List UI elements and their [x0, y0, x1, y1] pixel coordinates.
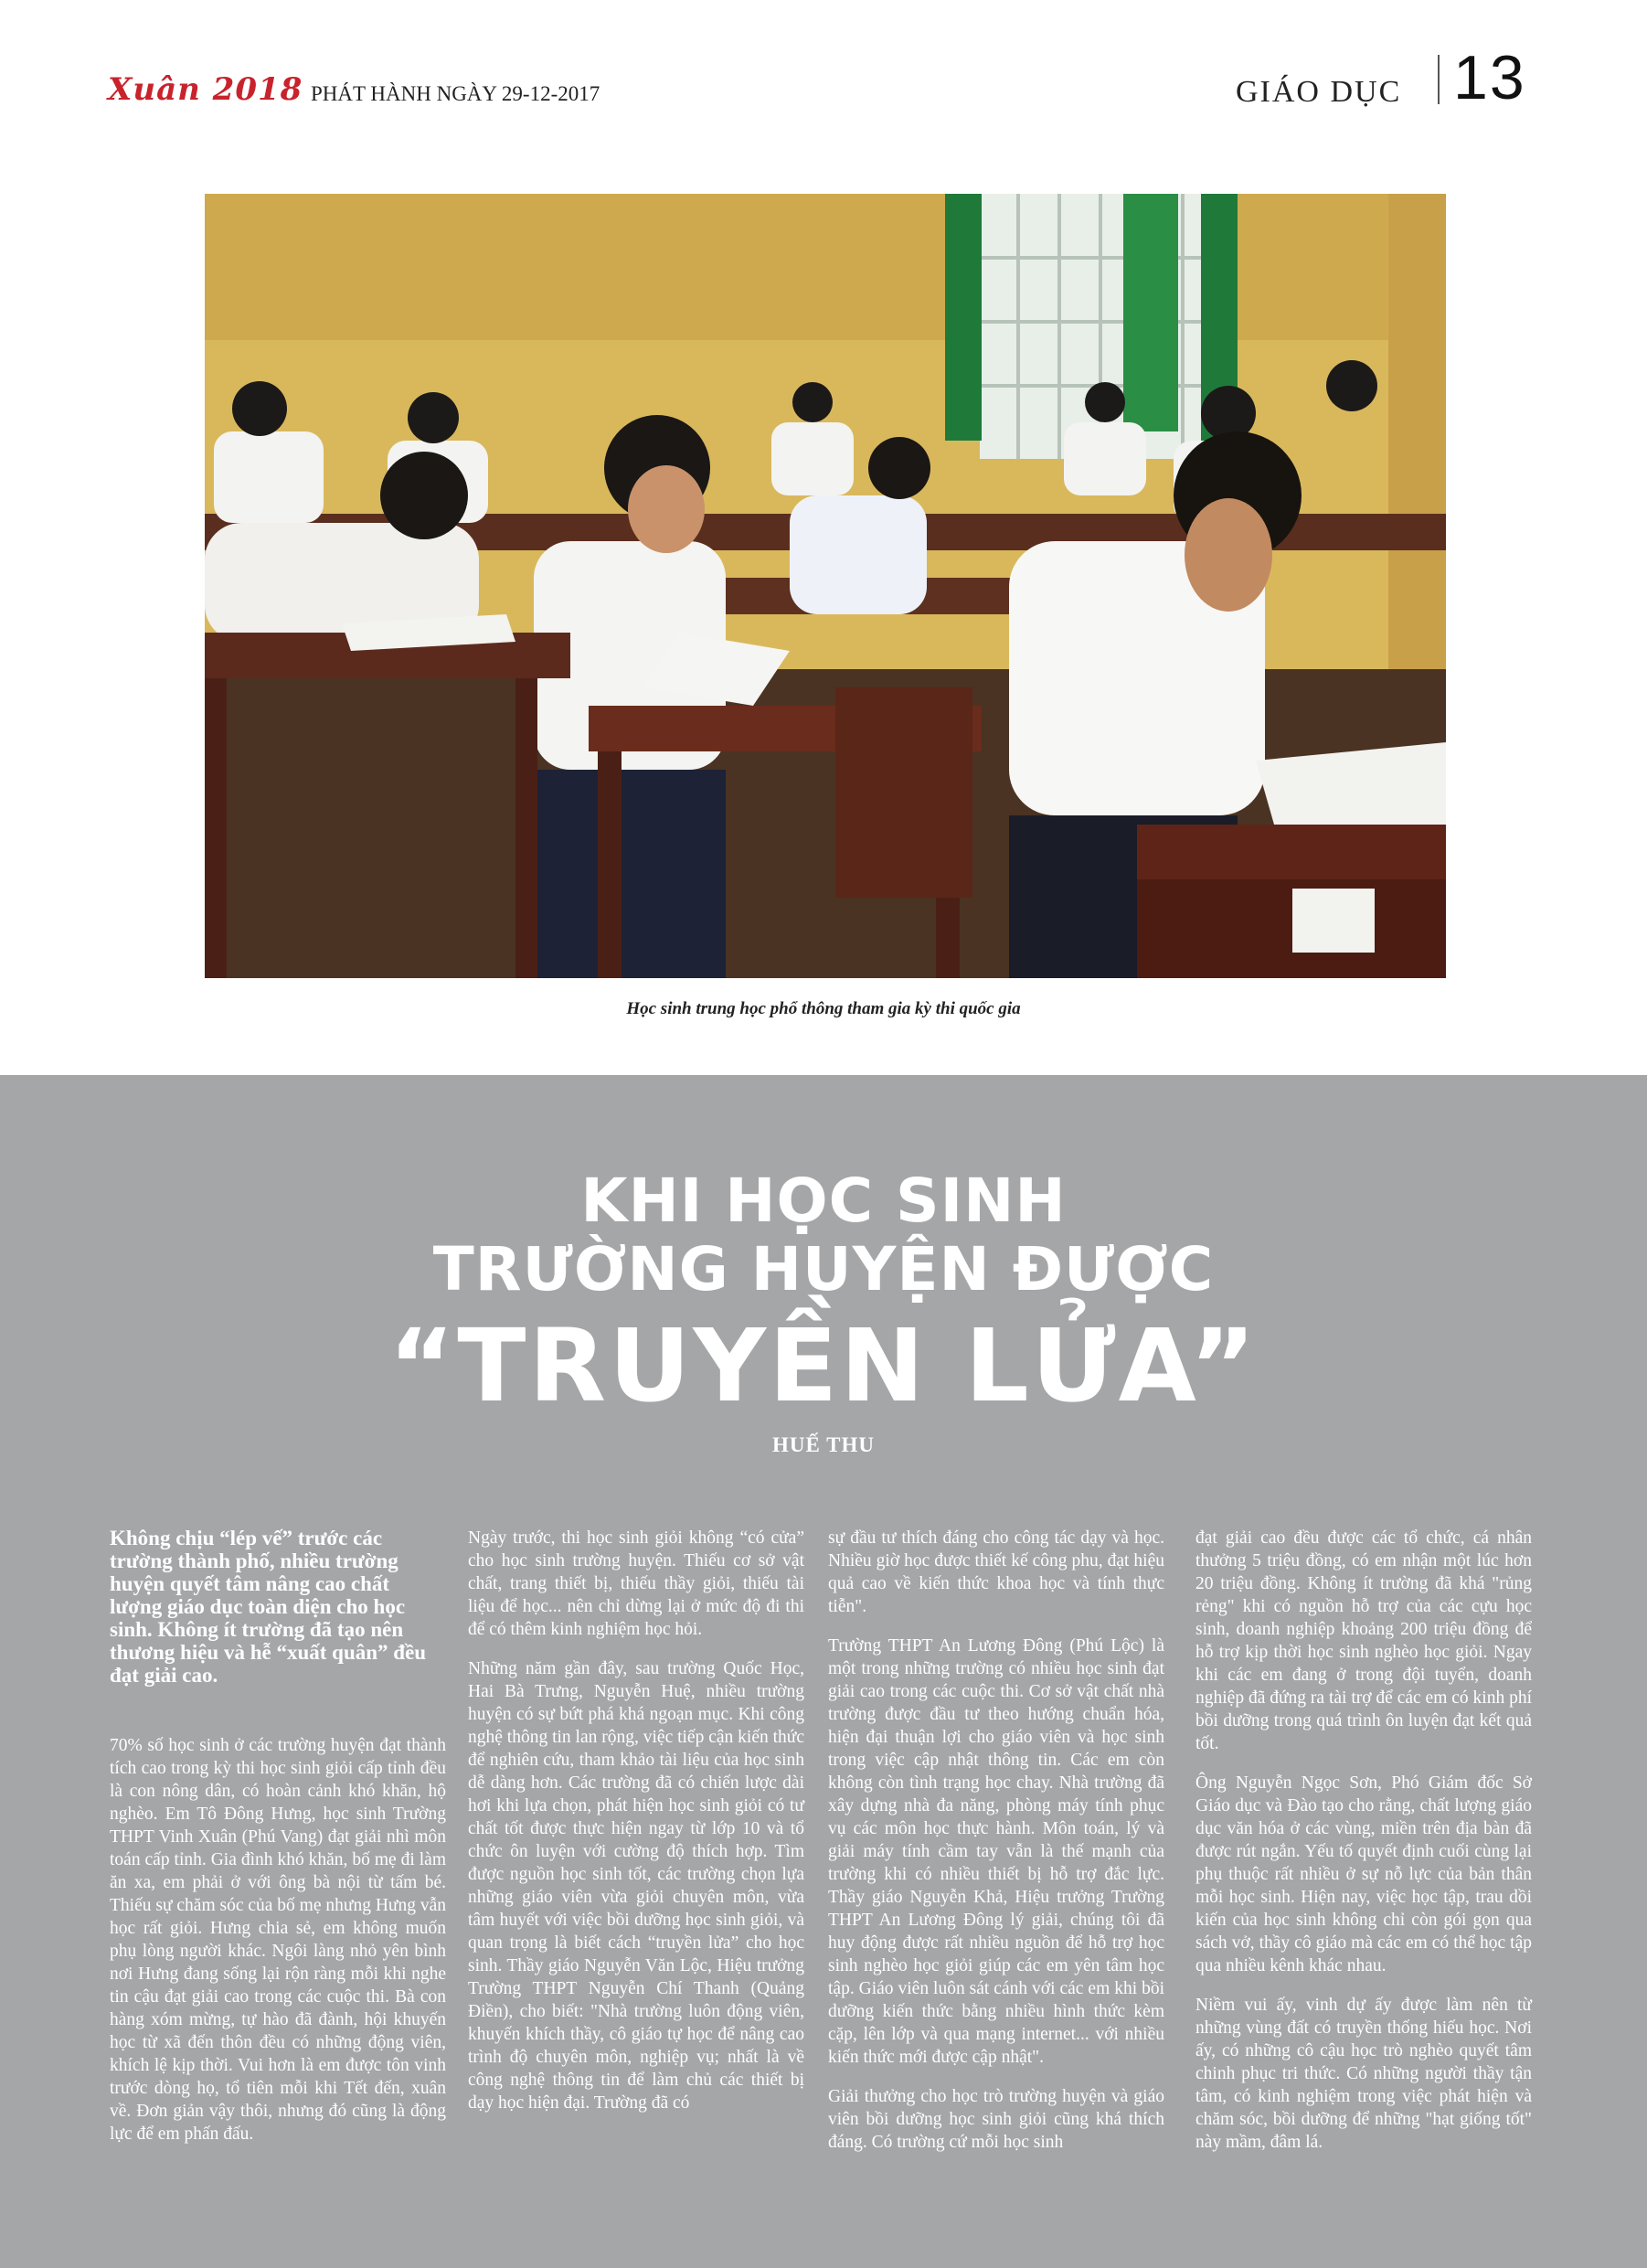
release-date: PHÁT HÀNH NGÀY 29-12-2017 — [311, 82, 600, 105]
page-number: 13 — [1453, 43, 1526, 112]
section-label: GIÁO DỤC — [1236, 75, 1402, 109]
page-header — [0, 0, 1647, 146]
article-paragraph: Ông Nguyễn Ngọc Sơn, Phó Giám đốc Sở Giáo dục và Đào tạo cho rằng, chất lượng giáo dục văn hóa ở các vùng, miền trên địa bàn đã được rút ngắn. Yếu tố quyết định cuối cùng lại phụ thuộc rất nhiều ở sự nỗ lực của bản thân mỗi học sinh. Hiện nay, việc học tập, trau dồi kiến của học sinh không chỉ còn gói gọn qua sách vở, thầy cô giáo mà các em có thể học tập qua nhiều kênh khác nhau. — [1195, 1773, 1532, 1975]
article-column-4 — [1195, 1527, 1532, 2170]
photo-caption: Học sinh trung học phổ thông tham gia kỳ thi quốc gia — [626, 999, 1021, 1018]
article-paragraph: Giải thưởng cho học trò trường huyện và giáo viên bồi dưỡng học sinh giỏi cũng khá thích đáng. Có trường cứ mỗi học sinh — [828, 2087, 1164, 2152]
article-paragraph: đạt giải cao đều được các tổ chức, cá nhân thưởng 5 triệu đồng, có em nhận một lúc hơn 20 triệu đồng. Không ít trường đã khá "rủng rẻng" khi có nguồn hỗ trợ của các cựu học sinh, doanh nghiệp khoảng 200 triệu đồng để hỗ trợ kịp thời học sinh nghèo học giỏi. Ngay khi các em đang ở trong đội tuyển, doanh nghiệp đã đứng ra tài trợ để các em có kinh phí bồi dưỡng trong quá trình ôn luyện đạt kết quả tốt. — [1195, 1528, 1532, 1753]
article-column-2 — [468, 1527, 804, 2131]
article-paragraph: Những năm gần đây, sau trường Quốc Học, Hai Bà Trưng, Nguyễn Huệ, nhiều trường huyện có sự bứt phá khá ngoạn mục. Khi công nghệ thông tin lan rộng, việc tiếp cận kiến thức để nghiên cứu, tham khảo tài liệu của học sinh dễ dàng hơn. Các trường đã có chiến lược dài hơi khi lựa chọn, phát hiện học sinh giỏi có tư chất tốt được thực hiện ngay từ lớp 10 và tổ chức ôn luyện với cường độ thích hợp. Tìm được nguồn học sinh tốt, các trường chọn lựa những giáo viên vừa giỏi chuyên môn, vừa tâm huyết với việc bồi dưỡng học sinh giỏi, và quan trọng là biết cách “truyền lửa” cho học sinh. Thầy giáo Nguyễn Văn Lộc, Hiệu trưởng Trường THPT Nguyễn Chí Thanh (Quảng Điền), cho biết: "Nhà trường luôn động viên, khuyến khích thầy, cô giáo tự học để nâng cao trình độ chuyên môn, nghiệp vụ; nhất là về công nghệ thông tin để làm chủ các thiết bị dạy học hiện đại. Trường đã có — [468, 1659, 804, 2113]
article-author: HUẾ THU — [771, 1433, 876, 1456]
article-title-line-3: “TRUYỀN LỬA” — [388, 1307, 1259, 1424]
article-paragraph: 70% số học sinh ở các trường huyện đạt thành tích cao trong kỳ thi học sinh giỏi cấp tỉnh đều là con nông dân, có hoàn cảnh khó khăn, hộ nghèo. Em Tô Đông Hưng, học sinh Trường THPT Vinh Xuân (Phú Vang) đạt giải nhì môn toán cấp tỉnh. Gia đình khó khăn, bố mẹ đi làm ăn xa, em phải ở với ông bà nội từ tấm bé. Thiếu sự chăm sóc của bố mẹ nhưng Hưng vẫn học rất giỏi. Hưng chia sẻ, em không muốn phụ lòng người khác. Ngôi làng nhỏ yên bình nơi Hưng đang sống lại rộn ràng mỗi khi nghe tin cậu đạt giải cao trong các cuộc thi. Bà con hàng xóm mừng, tự hào đã đành, hội khuyến học từ xã đến thôn đều có những động viên, khích lệ kịp thời. Vui hơn là em được tôn vinh trước dòng họ, tổ tiên mỗi khi Tết đến, xuân về. Đơn giản vậy thôi, nhưng đó cũng là động lực để em phấn đấu. — [110, 1736, 446, 2144]
article-lead: Không chịu “lép vế” trước các trường thành phố, nhiều trường huyện quyết tâm nâng cao chất lượng giáo dục toàn diện cho học sinh. Không ít trường đã tạo nên thương hiệu và hễ “xuất quân” đều đạt giải cao. — [110, 1527, 427, 1687]
classroom-photo — [205, 194, 1446, 978]
article-title-line-1: KHI HỌC SINH — [580, 1166, 1067, 1236]
article-paragraph: Trường THPT An Lương Đông (Phú Lộc) là một trong những trường có nhiều học sinh đạt giải cao trong các cuộc thi. Cơ sở vật chất nhà trường được đầu tư theo hướng chuẩn hóa, hiện đại thuận lợi cho giáo viên và học sinh trong việc cập nhật thông tin. Các em còn không còn tình trạng học chay. Nhà trường đã xây dựng nhà đa năng, phòng máy tính phục vụ các môn học thực hành. Môn toán, lý và giải máy tính cầm tay vẫn là thế mạnh của trường khi có nhiều thiết bị hỗ trợ đắc lực. Thầy giáo Nguyễn Khả, Hiệu trưởng Trường THPT An Lương Đông lý giải, chúng tôi đã huy động được rất nhiều nguồn để hỗ trợ học sinh nghèo học giỏi giúp các em yên tâm học tập. Giáo viên luôn sát cánh với các em khi bồi dưỡng kiến thức bằng nhiều hình thức kèm cặp, lên lớp và qua mạng internet... với nhiều kiến thức mới được cập nhật". — [828, 1636, 1164, 2067]
article-paragraph: Niềm vui ấy, vinh dự ấy được làm nên từ những vùng đất có truyền thống hiếu học. Nơi ấy, có những cô cậu học trò nghèo quyết tâm chinh phục tri thức. Có những người thầy tận tâm, có kinh nghiệm trong việc phát hiện và chăm sóc, bồi dưỡng để những "hạt giống tốt" này mầm, đâm lá. — [1195, 1996, 1532, 2152]
header-divider — [1438, 55, 1440, 104]
article-paragraph: Ngày trước, thi học sinh giỏi không “có cửa” cho học sinh trường huyện. Thiếu cơ sở vật chất, trang thiết bị, thiếu thầy giỏi, thiếu tài liệu để học... nên chỉ dừng lại ở mức độ đi thi để có thêm kinh nghiệm học hỏi. — [468, 1528, 804, 1639]
article-column-3 — [828, 1527, 1164, 2170]
brand-logo: Xuân 2018 — [108, 71, 303, 108]
article-title-line-2: TRƯỜNG HUYỆN ĐƯỢC — [432, 1234, 1215, 1304]
article-paragraph: sự đầu tư thích đáng cho công tác dạy và học. Nhiều giờ học được thiết kế công phu, đạt hiệu quả cao về kiến thức khoa học và tính thực tiễn". — [828, 1528, 1164, 1616]
article-column-1 — [110, 1527, 446, 2162]
